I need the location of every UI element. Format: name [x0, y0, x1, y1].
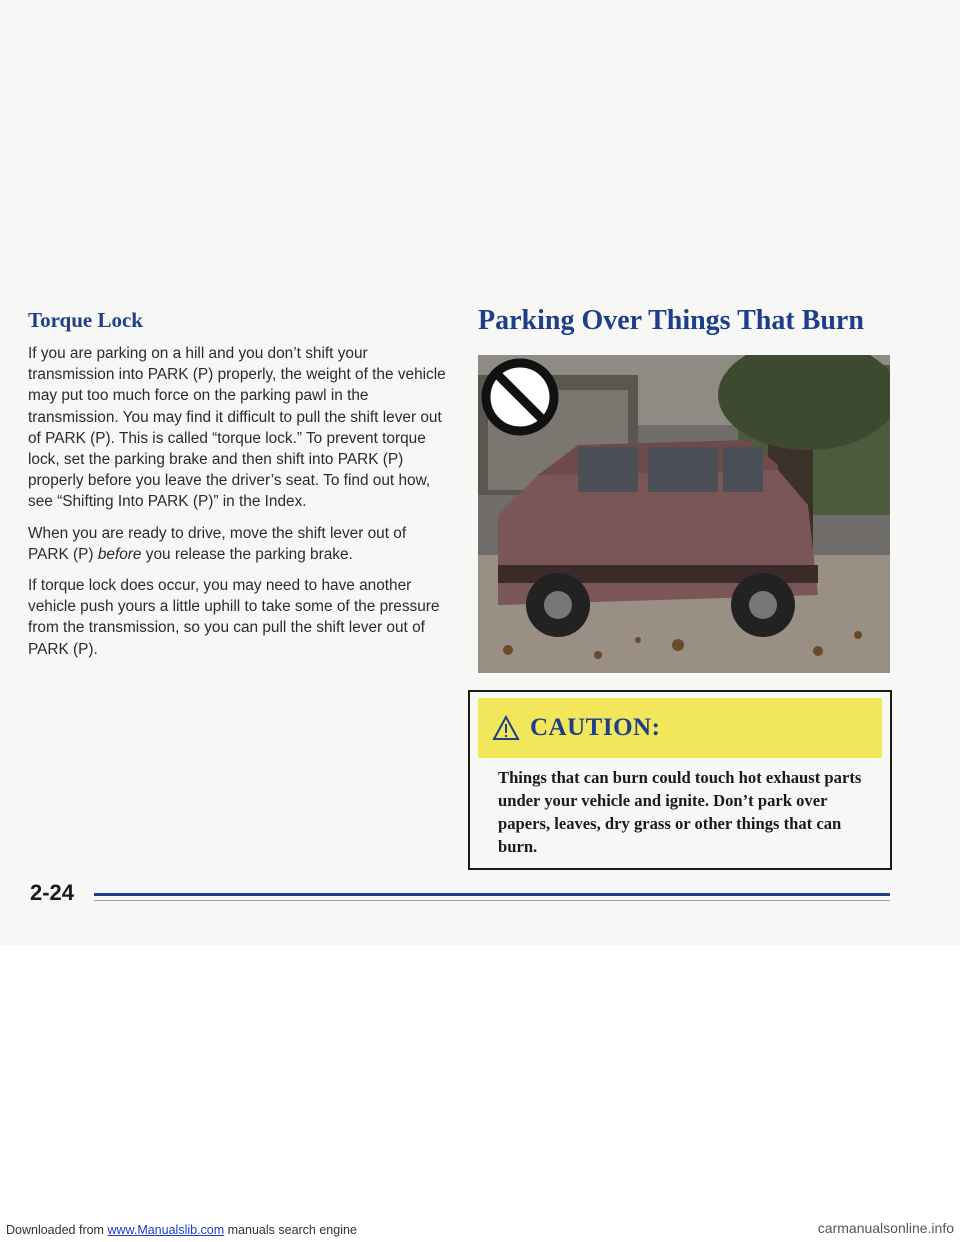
manualslib-link[interactable]: www.Manualslib.com [107, 1223, 225, 1237]
warning-triangle-icon [492, 715, 520, 741]
parking-over-things-heading: Parking Over Things That Burn [478, 305, 864, 336]
vehicle-parked-on-leaves-image [478, 355, 890, 673]
torque-lock-paragraph-1: If you are parking on a hill and you don’t shift your transmission into PARK (P) properly, the weight of the vehicle may put too much force on the parking pawl in the transmission. You may find it difficult to pull the shift lever out of PARK (P). This is called “torque lock.” To prevent torque lock, set the parking brake and then shift into PARK (P) properly before you leave the driver’s seat. To find out how, see “Shifting Into PARK (P)” in the Index. [28, 345, 446, 511]
caution-banner [478, 698, 882, 758]
para2-text-b: you release the parking brake. [141, 545, 353, 563]
caution-text: Things that can burn could touch hot exhaust parts under your vehicle and ignite. Don’t park over papers, leaves, dry grass or other things that can burn. [498, 768, 862, 856]
torque-lock-section [28, 308, 448, 670]
torque-lock-paragraph-2 [28, 523, 448, 565]
footer-prefix: Downloaded from [6, 1223, 108, 1237]
no-parking-icon [486, 363, 554, 431]
footer-rule-thin [94, 900, 890, 901]
torque-lock-paragraph-3: If torque lock does occur, you may need to have another vehicle push yours a little uphill to take some of the pressure from the transmission, so you can pull the shift lever out of PARK (P). [28, 577, 440, 658]
parking-section-header [478, 305, 892, 337]
footer-suffix: manuals search engine [224, 1223, 357, 1237]
para2-text-a: When you are ready to drive, move the shift lever out of PARK (P) [28, 524, 407, 563]
footer-rule [94, 893, 890, 896]
caution-box [468, 690, 892, 870]
watermark-site: carmanualsonline.info [817, 1220, 954, 1236]
para2-emphasis: before [97, 545, 142, 563]
torque-lock-heading: Torque Lock [28, 308, 143, 332]
page-number: 2-24 [30, 880, 75, 905]
download-footer [6, 1223, 357, 1237]
caution-label: CAUTION: [530, 714, 661, 741]
